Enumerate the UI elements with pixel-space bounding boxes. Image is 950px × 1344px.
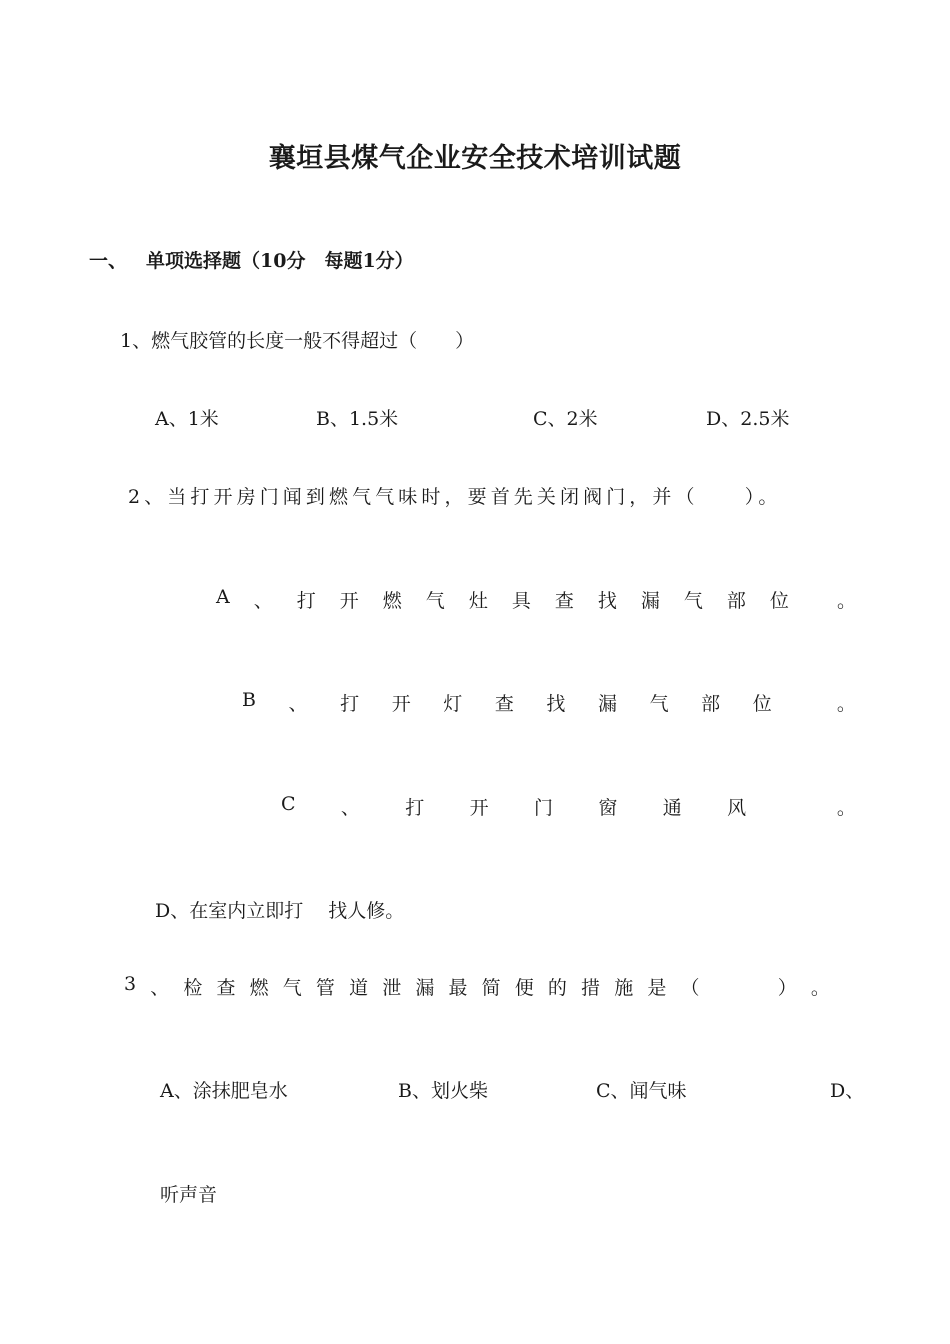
question-2-option-d: D、在室内立即打 找人修。 (155, 900, 405, 922)
question-3-option-c: C、闻气味 (596, 1080, 687, 1102)
section-number: 一、 (89, 250, 128, 272)
question-2-option-b: B 、 打 开 灯 查 找 漏 气 部 位 。 (242, 689, 856, 715)
question-1-option-b: B、1.5米 (316, 408, 399, 430)
question-1-option-d: D、2.5米 (706, 408, 790, 430)
section-heading (89, 246, 414, 273)
question-3-option-a: A、涂抹肥皂水 (160, 1080, 288, 1102)
question-3-option-d: D、 (830, 1080, 865, 1102)
question-2-option-c: C 、 打 开 门 窗 通 风 。 (281, 793, 856, 819)
page-title: 襄垣县煤气企业安全技术培训试题 (268, 143, 682, 174)
section-title: 单项选择题（10分 每题1分） (146, 250, 414, 272)
question-2-option-a: A 、 打 开 燃 气 灶 具 查 找 漏 气 部 位 。 (216, 586, 856, 612)
question-3-option-b: B、划火柴 (398, 1080, 488, 1102)
question-3-option-d-text: 听声音 (160, 1184, 218, 1206)
question-3-stem: 3 、 检 查 燃 气 管 道 泄 漏 最 简 便 的 措 施 是 （ ） 。 (124, 973, 830, 999)
question-1-option-c: C、2米 (533, 408, 598, 430)
question-2-stem: 2、当打开房门闻到燃气气味时，要首先关闭阀门，并（ ）。 (128, 486, 782, 508)
question-1-option-a: A、1米 (155, 408, 219, 430)
question-1-stem: 1、燃气胶管的长度一般不得超过（ ） (120, 330, 475, 352)
